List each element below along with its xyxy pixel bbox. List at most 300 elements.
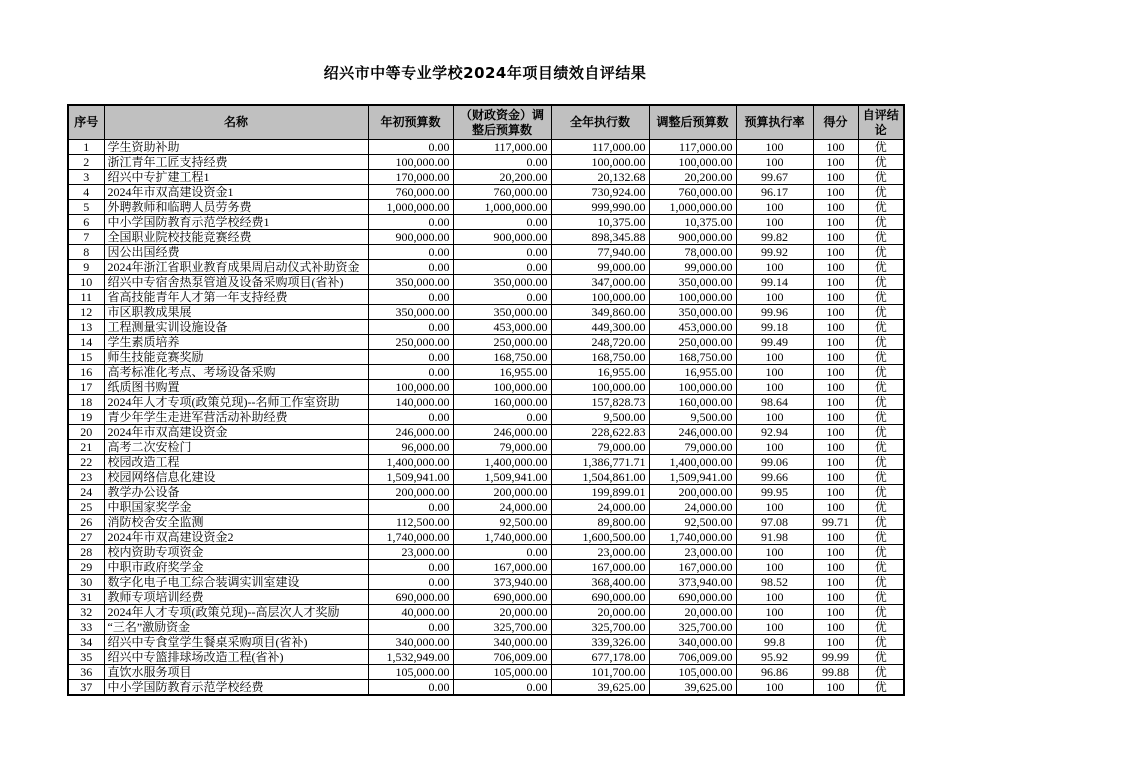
cell-score: 99.99 xyxy=(813,650,858,665)
cell-name: 高考标准化考点、考场设备采购 xyxy=(104,365,368,380)
cell-index: 4 xyxy=(68,185,104,200)
cell-initial-budget: 105,000.00 xyxy=(368,665,453,680)
cell-annual-execution: 39,625.00 xyxy=(551,680,649,696)
cell-name: 2024年浙江省职业教育成果周启动仪式补助资金 xyxy=(104,260,368,275)
cell-score: 100 xyxy=(813,275,858,290)
cell-adjusted-budget: 100,000.00 xyxy=(649,290,736,305)
cell-annual-execution: 1,504,861.00 xyxy=(551,470,649,485)
performance-self-evaluation-table xyxy=(67,104,905,696)
column-header-adjusted-fiscal-budget: （财政资金）调整后预算数 xyxy=(453,105,551,140)
cell-annual-execution: 167,000.00 xyxy=(551,560,649,575)
cell-adjusted-budget: 100,000.00 xyxy=(649,155,736,170)
cell-initial-budget: 0.00 xyxy=(368,245,453,260)
cell-adjusted-fiscal-budget: 92,500.00 xyxy=(453,515,551,530)
cell-adjusted-fiscal-budget: 0.00 xyxy=(453,680,551,696)
table-row xyxy=(68,425,904,440)
cell-score: 100 xyxy=(813,500,858,515)
cell-index: 17 xyxy=(68,380,104,395)
cell-adjusted-budget: 16,955.00 xyxy=(649,365,736,380)
column-header-annual-execution: 全年执行数 xyxy=(551,105,649,140)
cell-annual-execution: 325,700.00 xyxy=(551,620,649,635)
cell-score: 100 xyxy=(813,215,858,230)
cell-annual-execution: 100,000.00 xyxy=(551,290,649,305)
cell-index: 18 xyxy=(68,395,104,410)
cell-annual-execution: 89,800.00 xyxy=(551,515,649,530)
cell-annual-execution: 449,300.00 xyxy=(551,320,649,335)
table-row xyxy=(68,665,904,680)
cell-execution-rate: 99.92 xyxy=(736,245,813,260)
cell-conclusion: 优 xyxy=(858,335,904,350)
cell-adjusted-budget: 1,000,000.00 xyxy=(649,200,736,215)
cell-execution-rate: 99.06 xyxy=(736,455,813,470)
cell-conclusion: 优 xyxy=(858,350,904,365)
cell-score: 100 xyxy=(813,470,858,485)
cell-adjusted-budget: 78,000.00 xyxy=(649,245,736,260)
cell-index: 28 xyxy=(68,545,104,560)
cell-execution-rate: 100 xyxy=(736,605,813,620)
cell-adjusted-fiscal-budget: 117,000.00 xyxy=(453,140,551,155)
cell-name: 校内资助专项资金 xyxy=(104,545,368,560)
cell-conclusion: 优 xyxy=(858,215,904,230)
cell-initial-budget: 0.00 xyxy=(368,260,453,275)
cell-annual-execution: 16,955.00 xyxy=(551,365,649,380)
cell-score: 100 xyxy=(813,185,858,200)
cell-name: 因公出国经费 xyxy=(104,245,368,260)
cell-index: 9 xyxy=(68,260,104,275)
table-row xyxy=(68,605,904,620)
cell-execution-rate: 100 xyxy=(736,560,813,575)
cell-adjusted-fiscal-budget: 100,000.00 xyxy=(453,380,551,395)
cell-score: 100 xyxy=(813,485,858,500)
cell-index: 22 xyxy=(68,455,104,470)
cell-index: 24 xyxy=(68,485,104,500)
table-row xyxy=(68,350,904,365)
cell-annual-execution: 100,000.00 xyxy=(551,155,649,170)
cell-initial-budget: 0.00 xyxy=(368,320,453,335)
cell-conclusion: 优 xyxy=(858,635,904,650)
cell-score: 100 xyxy=(813,590,858,605)
cell-index: 35 xyxy=(68,650,104,665)
cell-annual-execution: 248,720.00 xyxy=(551,335,649,350)
cell-index: 26 xyxy=(68,515,104,530)
cell-index: 10 xyxy=(68,275,104,290)
cell-adjusted-fiscal-budget: 690,000.00 xyxy=(453,590,551,605)
cell-execution-rate: 96.86 xyxy=(736,665,813,680)
cell-name: 2024年人才专项(政策兑现)--名师工作室资助 xyxy=(104,395,368,410)
cell-execution-rate: 98.52 xyxy=(736,575,813,590)
cell-adjusted-fiscal-budget: 246,000.00 xyxy=(453,425,551,440)
cell-adjusted-fiscal-budget: 340,000.00 xyxy=(453,635,551,650)
cell-index: 32 xyxy=(68,605,104,620)
table-row xyxy=(68,140,904,155)
cell-conclusion: 优 xyxy=(858,395,904,410)
cell-conclusion: 优 xyxy=(858,245,904,260)
cell-name: 绍兴中专食堂学生餐桌采购项目(省补) xyxy=(104,635,368,650)
cell-adjusted-budget: 105,000.00 xyxy=(649,665,736,680)
cell-initial-budget: 1,532,949.00 xyxy=(368,650,453,665)
cell-annual-execution: 349,860.00 xyxy=(551,305,649,320)
cell-adjusted-fiscal-budget: 706,009.00 xyxy=(453,650,551,665)
cell-score: 100 xyxy=(813,365,858,380)
table-row xyxy=(68,575,904,590)
cell-adjusted-budget: 690,000.00 xyxy=(649,590,736,605)
table-row xyxy=(68,215,904,230)
cell-name: 校园网络信息化建设 xyxy=(104,470,368,485)
cell-score: 100 xyxy=(813,635,858,650)
cell-execution-rate: 100 xyxy=(736,590,813,605)
cell-adjusted-budget: 167,000.00 xyxy=(649,560,736,575)
cell-adjusted-budget: 24,000.00 xyxy=(649,500,736,515)
cell-adjusted-fiscal-budget: 167,000.00 xyxy=(453,560,551,575)
cell-initial-budget: 900,000.00 xyxy=(368,230,453,245)
column-header-score: 得分 xyxy=(813,105,858,140)
cell-execution-rate: 100 xyxy=(736,545,813,560)
cell-score: 100 xyxy=(813,380,858,395)
cell-score: 100 xyxy=(813,305,858,320)
cell-execution-rate: 100 xyxy=(736,620,813,635)
cell-adjusted-fiscal-budget: 0.00 xyxy=(453,260,551,275)
cell-adjusted-budget: 117,000.00 xyxy=(649,140,736,155)
cell-execution-rate: 99.49 xyxy=(736,335,813,350)
cell-index: 15 xyxy=(68,350,104,365)
cell-adjusted-fiscal-budget: 760,000.00 xyxy=(453,185,551,200)
cell-execution-rate: 99.67 xyxy=(736,170,813,185)
table-row xyxy=(68,650,904,665)
cell-annual-execution: 117,000.00 xyxy=(551,140,649,155)
cell-adjusted-fiscal-budget: 79,000.00 xyxy=(453,440,551,455)
cell-execution-rate: 99.82 xyxy=(736,230,813,245)
cell-adjusted-fiscal-budget: 105,000.00 xyxy=(453,665,551,680)
cell-adjusted-budget: 350,000.00 xyxy=(649,275,736,290)
cell-adjusted-fiscal-budget: 0.00 xyxy=(453,545,551,560)
table-row xyxy=(68,620,904,635)
cell-name: 绍兴中专篮排球场改造工程(省补) xyxy=(104,650,368,665)
cell-initial-budget: 0.00 xyxy=(368,215,453,230)
cell-index: 30 xyxy=(68,575,104,590)
cell-annual-execution: 157,828.73 xyxy=(551,395,649,410)
cell-name: 绍兴中专宿舍热泵管道及设备采购项目(省补) xyxy=(104,275,368,290)
cell-initial-budget: 140,000.00 xyxy=(368,395,453,410)
cell-initial-budget: 0.00 xyxy=(368,365,453,380)
cell-index: 19 xyxy=(68,410,104,425)
table-row xyxy=(68,275,904,290)
cell-score: 100 xyxy=(813,530,858,545)
cell-adjusted-fiscal-budget: 0.00 xyxy=(453,155,551,170)
cell-initial-budget: 690,000.00 xyxy=(368,590,453,605)
cell-name: 校园改造工程 xyxy=(104,455,368,470)
cell-name: 学生素质培养 xyxy=(104,335,368,350)
cell-index: 37 xyxy=(68,680,104,696)
cell-adjusted-budget: 1,400,000.00 xyxy=(649,455,736,470)
cell-execution-rate: 100 xyxy=(736,290,813,305)
cell-annual-execution: 898,345.88 xyxy=(551,230,649,245)
cell-name: 2024年人才专项(政策兑现)--高层次人才奖励 xyxy=(104,605,368,620)
table-row xyxy=(68,290,904,305)
cell-index: 7 xyxy=(68,230,104,245)
cell-initial-budget: 170,000.00 xyxy=(368,170,453,185)
cell-initial-budget: 1,509,941.00 xyxy=(368,470,453,485)
cell-execution-rate: 100 xyxy=(736,155,813,170)
cell-execution-rate: 100 xyxy=(736,365,813,380)
cell-initial-budget: 246,000.00 xyxy=(368,425,453,440)
cell-conclusion: 优 xyxy=(858,500,904,515)
cell-execution-rate: 99.18 xyxy=(736,320,813,335)
column-header-initial-budget: 年初预算数 xyxy=(368,105,453,140)
table-row xyxy=(68,440,904,455)
header-row xyxy=(68,105,904,140)
table-row xyxy=(68,395,904,410)
cell-adjusted-budget: 200,000.00 xyxy=(649,485,736,500)
cell-index: 12 xyxy=(68,305,104,320)
cell-conclusion: 优 xyxy=(858,605,904,620)
cell-conclusion: 优 xyxy=(858,530,904,545)
cell-initial-budget: 100,000.00 xyxy=(368,380,453,395)
table-row xyxy=(68,380,904,395)
cell-score: 100 xyxy=(813,605,858,620)
cell-conclusion: 优 xyxy=(858,650,904,665)
cell-name: 中职国家奖学金 xyxy=(104,500,368,515)
cell-initial-budget: 112,500.00 xyxy=(368,515,453,530)
cell-annual-execution: 24,000.00 xyxy=(551,500,649,515)
cell-initial-budget: 0.00 xyxy=(368,350,453,365)
cell-name: 2024年市双高建设资金1 xyxy=(104,185,368,200)
cell-initial-budget: 0.00 xyxy=(368,410,453,425)
cell-index: 27 xyxy=(68,530,104,545)
column-header-conclusion: 自评结论 xyxy=(858,105,904,140)
cell-initial-budget: 96,000.00 xyxy=(368,440,453,455)
cell-adjusted-budget: 20,200.00 xyxy=(649,170,736,185)
cell-execution-rate: 100 xyxy=(736,500,813,515)
cell-score: 100 xyxy=(813,575,858,590)
cell-execution-rate: 100 xyxy=(736,350,813,365)
cell-index: 21 xyxy=(68,440,104,455)
cell-conclusion: 优 xyxy=(858,365,904,380)
cell-initial-budget: 250,000.00 xyxy=(368,335,453,350)
cell-initial-budget: 0.00 xyxy=(368,140,453,155)
cell-annual-execution: 20,000.00 xyxy=(551,605,649,620)
cell-execution-rate: 92.94 xyxy=(736,425,813,440)
table-row xyxy=(68,485,904,500)
cell-initial-budget: 760,000.00 xyxy=(368,185,453,200)
cell-adjusted-fiscal-budget: 24,000.00 xyxy=(453,500,551,515)
cell-annual-execution: 199,899.01 xyxy=(551,485,649,500)
cell-conclusion: 优 xyxy=(858,620,904,635)
cell-index: 5 xyxy=(68,200,104,215)
cell-conclusion: 优 xyxy=(858,410,904,425)
cell-score: 100 xyxy=(813,440,858,455)
cell-adjusted-budget: 706,009.00 xyxy=(649,650,736,665)
cell-initial-budget: 350,000.00 xyxy=(368,275,453,290)
cell-score: 100 xyxy=(813,545,858,560)
cell-initial-budget: 340,000.00 xyxy=(368,635,453,650)
cell-adjusted-budget: 100,000.00 xyxy=(649,380,736,395)
cell-name: 中小学国防教育示范学校经费 xyxy=(104,680,368,696)
cell-annual-execution: 999,990.00 xyxy=(551,200,649,215)
column-header-adjusted-budget: 调整后预算数 xyxy=(649,105,736,140)
cell-index: 11 xyxy=(68,290,104,305)
cell-adjusted-budget: 453,000.00 xyxy=(649,320,736,335)
cell-conclusion: 优 xyxy=(858,275,904,290)
cell-adjusted-budget: 325,700.00 xyxy=(649,620,736,635)
cell-score: 100 xyxy=(813,290,858,305)
cell-adjusted-budget: 900,000.00 xyxy=(649,230,736,245)
cell-adjusted-fiscal-budget: 0.00 xyxy=(453,410,551,425)
cell-score: 100 xyxy=(813,350,858,365)
cell-adjusted-fiscal-budget: 20,200.00 xyxy=(453,170,551,185)
cell-score: 99.71 xyxy=(813,515,858,530)
cell-name: 市区职教成果展 xyxy=(104,305,368,320)
cell-execution-rate: 99.14 xyxy=(736,275,813,290)
cell-conclusion: 优 xyxy=(858,230,904,245)
cell-annual-execution: 79,000.00 xyxy=(551,440,649,455)
cell-adjusted-fiscal-budget: 20,000.00 xyxy=(453,605,551,620)
cell-conclusion: 优 xyxy=(858,680,904,696)
cell-index: 16 xyxy=(68,365,104,380)
cell-initial-budget: 0.00 xyxy=(368,575,453,590)
cell-conclusion: 优 xyxy=(858,140,904,155)
cell-execution-rate: 100 xyxy=(736,440,813,455)
table-row xyxy=(68,200,904,215)
cell-annual-execution: 1,600,500.00 xyxy=(551,530,649,545)
cell-execution-rate: 95.92 xyxy=(736,650,813,665)
cell-score: 100 xyxy=(813,155,858,170)
cell-score: 99.88 xyxy=(813,665,858,680)
cell-score: 100 xyxy=(813,320,858,335)
cell-annual-execution: 20,132.68 xyxy=(551,170,649,185)
cell-execution-rate: 99.8 xyxy=(736,635,813,650)
cell-score: 100 xyxy=(813,140,858,155)
table-row xyxy=(68,170,904,185)
cell-name: 全国职业院校技能竞赛经费 xyxy=(104,230,368,245)
cell-adjusted-fiscal-budget: 0.00 xyxy=(453,290,551,305)
cell-conclusion: 优 xyxy=(858,455,904,470)
table-row xyxy=(68,410,904,425)
cell-score: 100 xyxy=(813,245,858,260)
cell-initial-budget: 0.00 xyxy=(368,500,453,515)
cell-name: 浙江青年工匠支持经费 xyxy=(104,155,368,170)
cell-adjusted-budget: 340,000.00 xyxy=(649,635,736,650)
cell-annual-execution: 730,924.00 xyxy=(551,185,649,200)
cell-adjusted-budget: 92,500.00 xyxy=(649,515,736,530)
cell-conclusion: 优 xyxy=(858,485,904,500)
cell-name: 数字化电子电工综合装调实训室建设 xyxy=(104,575,368,590)
cell-score: 100 xyxy=(813,620,858,635)
cell-conclusion: 优 xyxy=(858,425,904,440)
cell-adjusted-fiscal-budget: 0.00 xyxy=(453,245,551,260)
cell-annual-execution: 9,500.00 xyxy=(551,410,649,425)
cell-conclusion: 优 xyxy=(858,515,904,530)
cell-conclusion: 优 xyxy=(858,290,904,305)
cell-adjusted-fiscal-budget: 1,400,000.00 xyxy=(453,455,551,470)
cell-score: 100 xyxy=(813,455,858,470)
table-row xyxy=(68,260,904,275)
cell-score: 100 xyxy=(813,230,858,245)
cell-score: 100 xyxy=(813,260,858,275)
cell-annual-execution: 347,000.00 xyxy=(551,275,649,290)
cell-execution-rate: 100 xyxy=(736,260,813,275)
cell-score: 100 xyxy=(813,680,858,696)
table-row xyxy=(68,680,904,696)
cell-initial-budget: 0.00 xyxy=(368,560,453,575)
cell-adjusted-budget: 99,000.00 xyxy=(649,260,736,275)
cell-initial-budget: 1,000,000.00 xyxy=(368,200,453,215)
cell-conclusion: 优 xyxy=(858,665,904,680)
cell-conclusion: 优 xyxy=(858,545,904,560)
cell-conclusion: 优 xyxy=(858,320,904,335)
cell-adjusted-fiscal-budget: 168,750.00 xyxy=(453,350,551,365)
column-header-index: 序号 xyxy=(68,105,104,140)
column-header-name: 名称 xyxy=(104,105,368,140)
cell-name: 教学办公设备 xyxy=(104,485,368,500)
cell-name: 高考二次安检门 xyxy=(104,440,368,455)
cell-index: 25 xyxy=(68,500,104,515)
table-row xyxy=(68,560,904,575)
table-body xyxy=(68,140,904,696)
cell-initial-budget: 200,000.00 xyxy=(368,485,453,500)
cell-conclusion: 优 xyxy=(858,560,904,575)
cell-adjusted-fiscal-budget: 350,000.00 xyxy=(453,305,551,320)
cell-name: 青少年学生走进军营活动补助经费 xyxy=(104,410,368,425)
cell-initial-budget: 350,000.00 xyxy=(368,305,453,320)
cell-index: 8 xyxy=(68,245,104,260)
table-row xyxy=(68,545,904,560)
cell-execution-rate: 100 xyxy=(736,215,813,230)
cell-annual-execution: 168,750.00 xyxy=(551,350,649,365)
cell-adjusted-fiscal-budget: 350,000.00 xyxy=(453,275,551,290)
cell-conclusion: 优 xyxy=(858,200,904,215)
cell-name: 学生资助补助 xyxy=(104,140,368,155)
cell-initial-budget: 100,000.00 xyxy=(368,155,453,170)
cell-adjusted-fiscal-budget: 200,000.00 xyxy=(453,485,551,500)
cell-conclusion: 优 xyxy=(858,575,904,590)
cell-name: 师生技能竞赛奖励 xyxy=(104,350,368,365)
cell-conclusion: 优 xyxy=(858,590,904,605)
cell-score: 100 xyxy=(813,335,858,350)
cell-name: 中职市政府奖学金 xyxy=(104,560,368,575)
cell-execution-rate: 100 xyxy=(736,200,813,215)
cell-annual-execution: 77,940.00 xyxy=(551,245,649,260)
cell-initial-budget: 1,740,000.00 xyxy=(368,530,453,545)
cell-execution-rate: 100 xyxy=(736,380,813,395)
table-row xyxy=(68,455,904,470)
cell-adjusted-fiscal-budget: 373,940.00 xyxy=(453,575,551,590)
table-row xyxy=(68,590,904,605)
cell-adjusted-budget: 20,000.00 xyxy=(649,605,736,620)
cell-index: 36 xyxy=(68,665,104,680)
cell-execution-rate: 100 xyxy=(736,410,813,425)
cell-initial-budget: 1,400,000.00 xyxy=(368,455,453,470)
cell-adjusted-budget: 10,375.00 xyxy=(649,215,736,230)
table-row xyxy=(68,470,904,485)
cell-index: 1 xyxy=(68,140,104,155)
cell-score: 100 xyxy=(813,425,858,440)
cell-name: 中小学国防教育示范学校经费1 xyxy=(104,215,368,230)
page-title: 绍兴市中等专业学校2024年项目绩效自评结果 xyxy=(323,64,647,82)
table-row xyxy=(68,500,904,515)
table-row xyxy=(68,230,904,245)
cell-annual-execution: 339,326.00 xyxy=(551,635,649,650)
table-row xyxy=(68,365,904,380)
cell-adjusted-fiscal-budget: 453,000.00 xyxy=(453,320,551,335)
cell-adjusted-budget: 1,740,000.00 xyxy=(649,530,736,545)
cell-annual-execution: 10,375.00 xyxy=(551,215,649,230)
cell-execution-rate: 99.95 xyxy=(736,485,813,500)
cell-annual-execution: 100,000.00 xyxy=(551,380,649,395)
cell-execution-rate: 99.66 xyxy=(736,470,813,485)
cell-score: 100 xyxy=(813,170,858,185)
cell-annual-execution: 1,386,771.71 xyxy=(551,455,649,470)
cell-index: 2 xyxy=(68,155,104,170)
